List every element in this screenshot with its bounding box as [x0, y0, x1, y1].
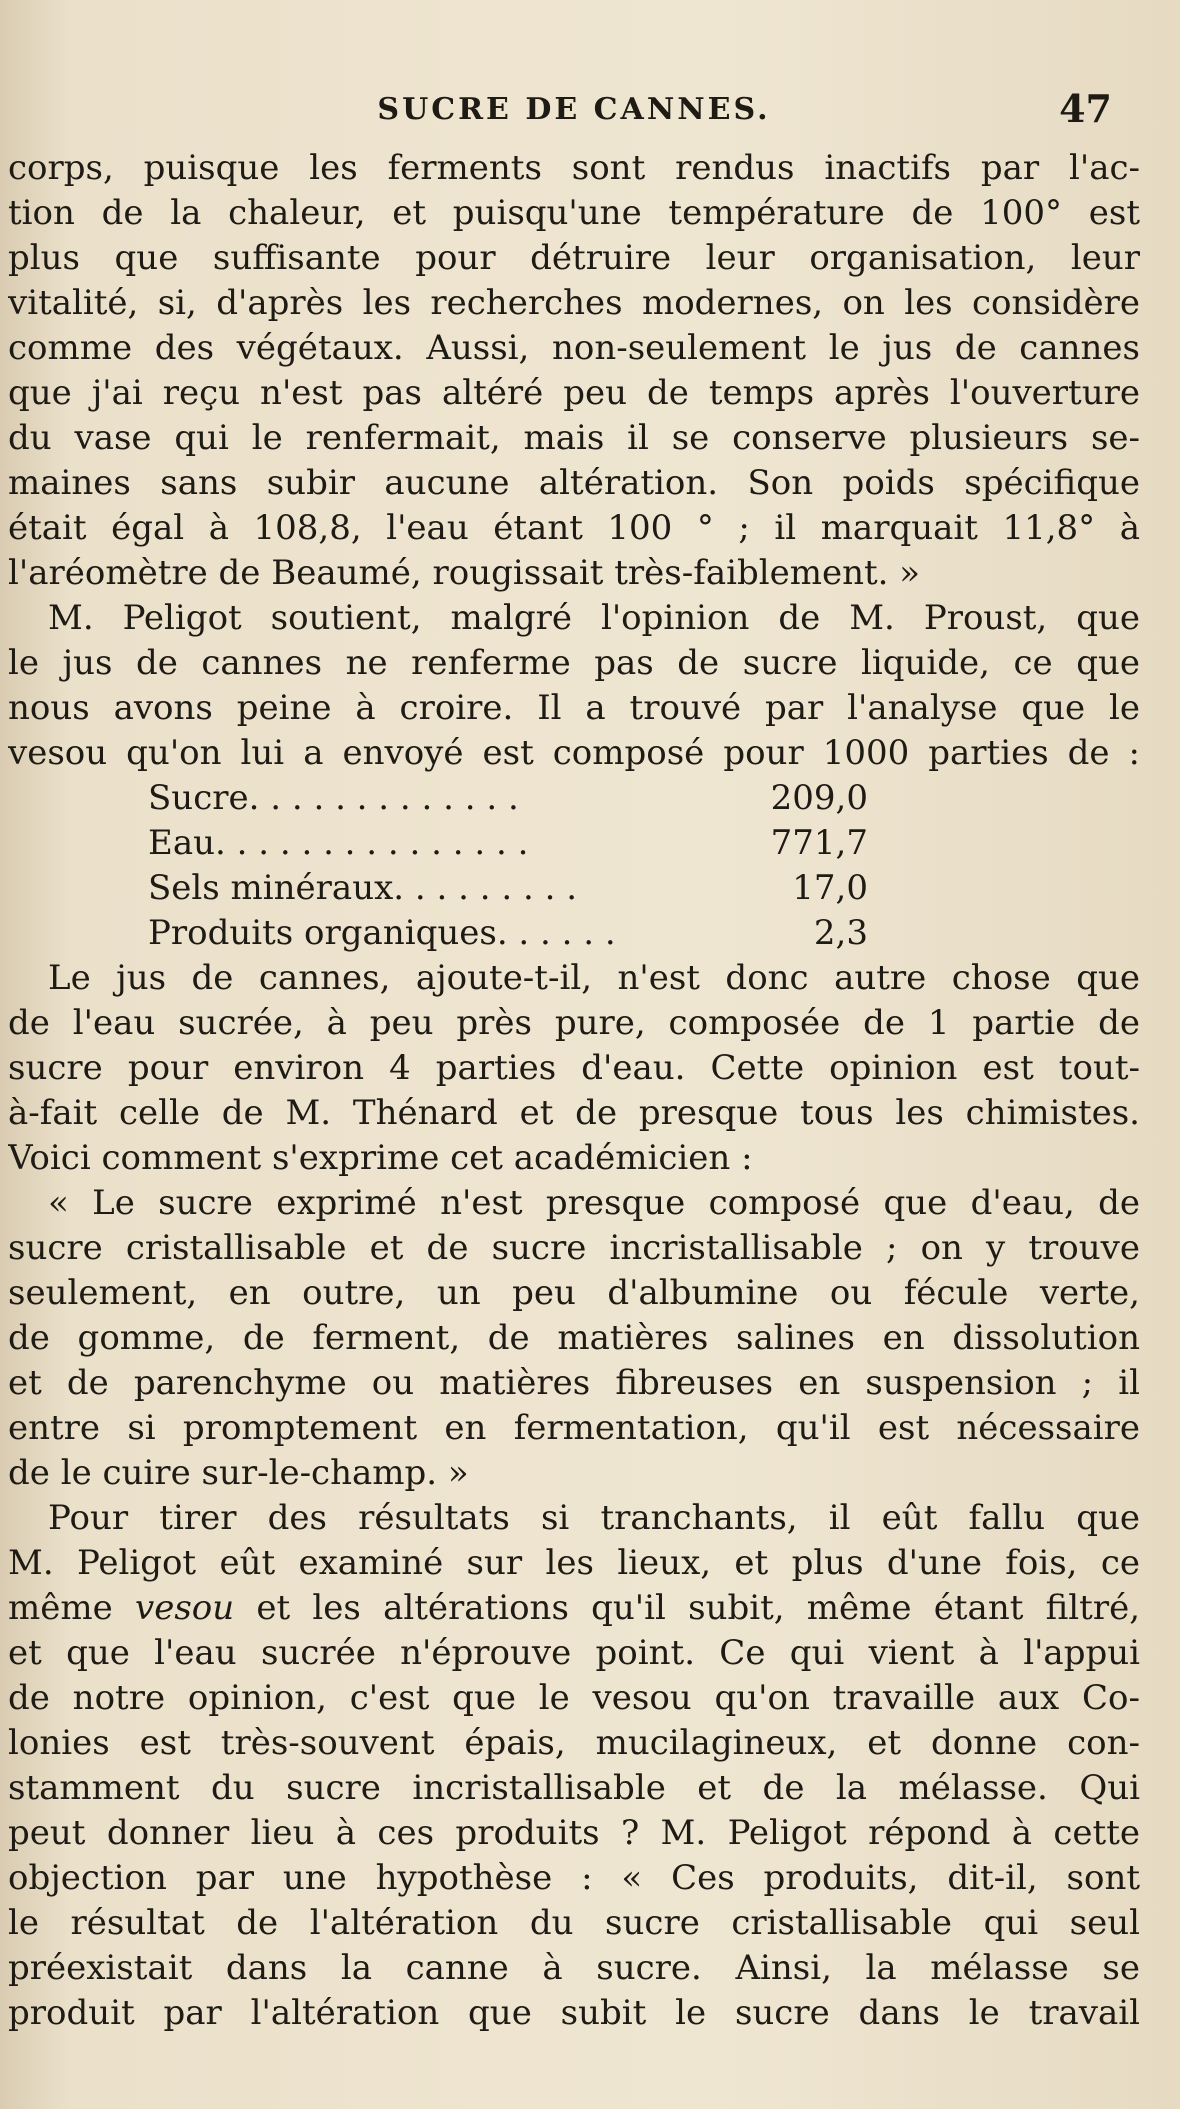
text-line: à-fait celle de M. Thénard et de presque tous les chimistes. — [8, 1093, 1140, 1133]
text-line: sucre pour environ 4 parties d'eau. Cette opinion est tout- — [8, 1048, 1140, 1088]
text-line: produit par l'altération que subit le sucre dans le travail — [8, 1993, 1140, 2033]
table-row — [148, 866, 868, 911]
table-value: 2,3 — [813, 913, 868, 953]
italic-term: vesou — [134, 1588, 235, 1628]
text-line: entre si promptement en fermentation, qu'il est nécessaire — [8, 1408, 1140, 1448]
paragraph-3 — [8, 956, 1140, 1181]
text-line: nous avons peine à croire. Il a trouvé par l'analyse que le — [8, 688, 1140, 728]
text-segment: et les altérations qu'il subit, même étant filtré, — [256, 1588, 1140, 1628]
table-label: Eau. . . . . . . . . . . . . . . — [148, 823, 529, 863]
text-line: le jus de cannes ne renferme pas de sucre liquide, ce que — [8, 643, 1140, 683]
text-line: vesou qu'on lui a envoyé est composé pour 1000 parties de : — [8, 733, 1140, 773]
text-line: peut donner lieu à ces produits ? M. Peligot répond à cette — [8, 1813, 1140, 1853]
text-line: du vase qui le renfermait, mais il se conserve plusieurs se- — [8, 418, 1140, 458]
text-line: Voici comment s'exprime cet académicien : — [8, 1138, 753, 1178]
text-line: sucre cristallisable et de sucre incristallisable ; on y trouve — [8, 1228, 1140, 1268]
text-line: Pour tirer des résultats si tranchants, il eût fallu que — [48, 1498, 1140, 1538]
paragraph-5 — [8, 1496, 1140, 2036]
text-line: préexistait dans la canne à sucre. Ainsi, la mélasse se — [8, 1948, 1140, 1988]
paragraph-2 — [8, 596, 1140, 776]
text-segment: même — [8, 1588, 113, 1628]
text-line: comme des végétaux. Aussi, non-seulement le jus de cannes — [8, 328, 1140, 368]
text-line: le résultat de l'altération du sucre cristallisable qui seul — [8, 1903, 1140, 1943]
table-label: Produits organiques. . . . . . — [148, 913, 616, 953]
text-line: de le cuire sur-le-champ. » — [8, 1453, 469, 1493]
running-head — [8, 86, 1140, 140]
text-line: et que l'eau sucrée n'éprouve point. Ce qui vient à l'appui — [8, 1633, 1140, 1673]
table-value: 17,0 — [792, 868, 868, 908]
text-line: corps, puisque les ferments sont rendus inactifs par l'ac- — [8, 148, 1140, 188]
text-line: plus que suffisante pour détruire leur organisation, leur — [8, 238, 1140, 278]
analysis-table — [148, 776, 868, 956]
text-line: stamment du sucre incristallisable et de la mélasse. Qui — [8, 1768, 1140, 1808]
page-number: 47 — [1059, 86, 1112, 131]
table-label: Sels minéraux. . . . . . . . . — [148, 868, 578, 908]
running-title: SUCRE DE CANNES. — [377, 92, 771, 127]
text-line: M. Peligot eût examiné sur les lieux, et plus d'une fois, ce — [8, 1543, 1140, 1583]
paragraph-4 — [8, 1181, 1140, 1496]
table-value: 209,0 — [770, 778, 868, 818]
paragraph-1 — [8, 146, 1140, 596]
text-line: était égal à 108,8, l'eau étant 100 ° ; il marquait 11,8° à — [8, 508, 1140, 548]
text-line: de notre opinion, c'est que le vesou qu'on travaille aux Co- — [8, 1678, 1140, 1718]
table-row — [148, 821, 868, 866]
table-row — [148, 911, 868, 956]
text-line: de gomme, de ferment, de matières salines en dissolution — [8, 1318, 1140, 1358]
table-value: 771,7 — [770, 823, 868, 863]
text-line: de l'eau sucrée, à peu près pure, composée de 1 partie de — [8, 1003, 1140, 1043]
text-line: « Le sucre exprimé n'est presque composé que d'eau, de — [48, 1183, 1140, 1223]
text-line: seulement, en outre, un peu d'albumine ou fécule verte, — [8, 1273, 1140, 1313]
text-line: et de parenchyme ou matières fibreuses en suspension ; il — [8, 1363, 1140, 1403]
text-line: tion de la chaleur, et puisqu'une température de 100° est — [8, 193, 1140, 233]
text-line: que j'ai reçu n'est pas altéré peu de temps après l'ouverture — [8, 373, 1140, 413]
text-line: maines sans subir aucune altération. Son poids spécifique — [8, 463, 1140, 503]
text-line-mixed — [8, 1586, 1140, 1631]
table-row — [148, 776, 868, 821]
text-line: lonies est très-souvent épais, mucilagineux, et donne con- — [8, 1723, 1140, 1763]
text-line: Le jus de cannes, ajoute-t-il, n'est donc autre chose que — [48, 958, 1140, 998]
text-line: M. Peligot soutient, malgré l'opinion de M. Proust, que — [48, 598, 1140, 638]
body-text — [8, 146, 1140, 2036]
table-label: Sucre. . . . . . . . . . . . . — [148, 778, 519, 818]
text-line: l'aréomètre de Beaumé, rougissait très-faiblement. » — [8, 553, 921, 593]
text-line: vitalité, si, d'après les recherches modernes, on les considère — [8, 283, 1140, 323]
text-line: objection par une hypothèse : « Ces produits, dit-il, sont — [8, 1858, 1140, 1898]
